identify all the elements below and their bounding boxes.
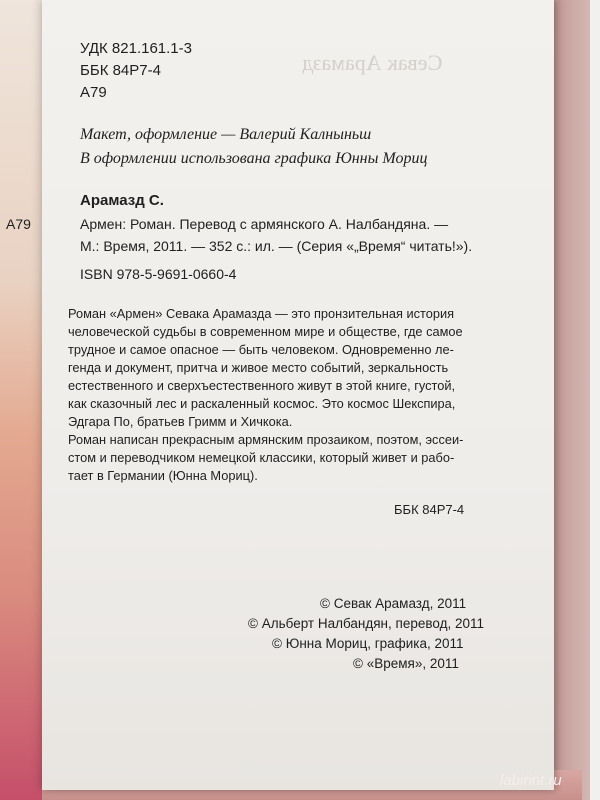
catalog-line-1: Армен: Роман. Перевод с армянского А. Налбандяна. — (80, 216, 449, 232)
catalog-author: Арамазд С. (80, 192, 164, 209)
copyright-line: © «Время», 2011 (353, 656, 459, 671)
annotation-line: человеческой судьбы в современном мире и обществе, где самое (68, 324, 463, 339)
adjacent-page-strip (590, 0, 600, 800)
annotation-line: Роман написан прекрасным армянским прозаиком, поэтом, эссеи- (68, 432, 464, 447)
copyright-line: © Юнна Мориц, графика, 2011 (272, 636, 464, 651)
author-code: А79 (80, 84, 107, 101)
annotation-line: Роман «Армен» Севака Арамазда — это пронзительная история (68, 306, 455, 321)
bbk-code: ББК 84Р7-4 (80, 62, 161, 79)
annotation-line: трудное и самое опасное — быть человеком. Одновременно ле- (68, 342, 454, 357)
site-watermark: labirint.ru (500, 772, 562, 789)
copyright-line: © Севак Арамазд, 2011 (320, 596, 467, 611)
annotation-line: Эдгара По, братьев Гримм и Хичкока. (68, 414, 293, 429)
udk-code: УДК 821.161.1-3 (80, 40, 192, 57)
catalog-line-2: М.: Время, 2011. — 352 с.: ил. — (Серия «„Время“ читать!»). (80, 238, 473, 254)
annotation-line: генда и документ, притча и живое место событий, зеркальность (68, 360, 449, 375)
book-page (42, 0, 554, 790)
bbk-bottom: ББК 84Р7-4 (394, 502, 465, 517)
copyright-line: © Альберт Налбандян, перевод, 2011 (248, 616, 484, 631)
layout-credit: Макет, оформление — Валерий Калныньш (80, 126, 372, 143)
annotation-line: стом и переводчиком немецкой классики, который живет и рабо- (68, 450, 455, 465)
isbn: ISBN 978-5-9691-0660-4 (80, 266, 237, 282)
catalog-margin-code: А79 (6, 216, 31, 232)
annotation-line: естественного и сверхъестественного живут в этой книге, густой, (68, 378, 456, 393)
ghost-author-mirror: Севак Арамазд (302, 50, 443, 75)
graphics-credit: В оформлении использована графика Юнны Мориц (80, 150, 428, 167)
annotation-line: как сказочный лес и раскаленный космос. Это космос Шекспира, (68, 396, 456, 411)
annotation-line: тает в Германии (Юнна Мориц). (68, 468, 258, 483)
